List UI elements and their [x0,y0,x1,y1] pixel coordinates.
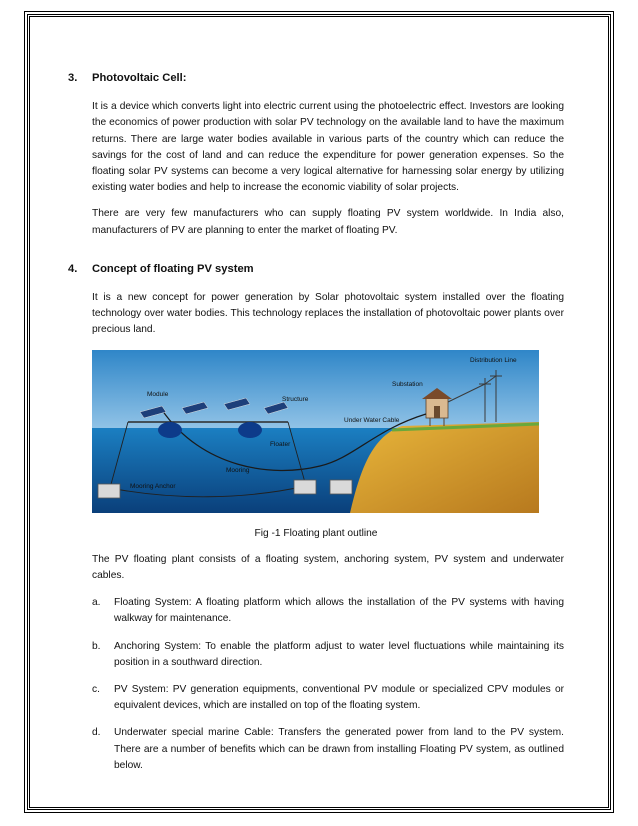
list-item-letter: a. [92,597,101,609]
section-4-title: Concept of floating PV system [92,262,254,275]
list-item-text: PV System: PV generation equipments, conventional PV module or specialized CPV modules or equivalent devices, which are installed on top of the floating system. [114,684,564,712]
mooring-anchor-block [294,480,316,494]
list-item-letter: d. [92,727,101,739]
label-substation: Substation [392,380,423,388]
floating-plant-figure [92,350,539,513]
component-list [92,595,564,774]
section-4-number: 4. [68,262,78,275]
list-item-text: Underwater special marine Cable: Transfers the generated power from land to the PV system. There are a number of benefits which can be drawn from installing Floating PV system, as outlined below. [114,727,564,771]
section-3-paragraph-2: There are very few manufacturers who can supply floating PV system worldwide. In India also, manufacturers of PV are planning to enter the market of floating PV. [92,208,564,236]
floater-drum [238,422,262,438]
list-item-text: Floating System: A floating platform which allows the installation of the PV systems with having walkway for maintenance. [114,597,564,625]
label-distribution-line: Distribution Line [470,356,517,364]
label-module: Module [147,390,169,398]
label-under-water-cable: Under Water Cable [344,416,400,424]
mooring-anchor-block [98,484,120,498]
section-3-heading [68,70,564,86]
section-3-number: 3. [68,72,78,84]
label-structure: Structure [282,395,309,403]
mooring-anchor-block [330,480,352,494]
section-4-heading [68,261,564,277]
label-mooring-anchor: Mooring Anchor [130,482,176,490]
list-item-letter: c. [92,684,100,696]
label-floater: Floater [270,440,291,448]
list-item [92,682,564,714]
floater-drum [158,422,182,438]
list-item-letter: b. [92,640,101,652]
section-4-paragraph-2: The PV floating plant consists of a floating system, anchoring system, PV system and underwater cables. [92,553,564,582]
figure-caption: Fig -1 Floating plant outline [254,527,378,539]
list-item [92,725,564,774]
list-item [92,595,564,627]
section-3-title: Photovoltaic Cell: [92,72,187,84]
floating-plant-illustration [92,350,539,513]
section-4-paragraph-1: It is a new concept for power generation by Solar photovoltaic system installed over the floating technology over water bodies. This technology replaces the installation of photovoltaic power plants over precious land. [92,292,564,336]
list-item [92,639,564,671]
document-body [68,70,564,774]
section-3-paragraph-1: It is a device which converts light into electric current using the photoelectric effect. Investors are looking the economics of power production with solar PV technology on the available land to have the maximum returns. There are large water bodies available in various parts of the country which can reduce the savings for the cost of land and can reduce the expenditure for power generation expenses. So the floating solar PV systems can become a very logical alternative for harnessing solar energy by utilizing existing water bodies and help to increase the economic viability of solar projects. [92,101,564,194]
label-mooring: Mooring [226,466,250,474]
list-item-text: Anchoring System: To enable the platform adjust to water level fluctuations while maintaining its position in a southward direction. [114,640,564,668]
